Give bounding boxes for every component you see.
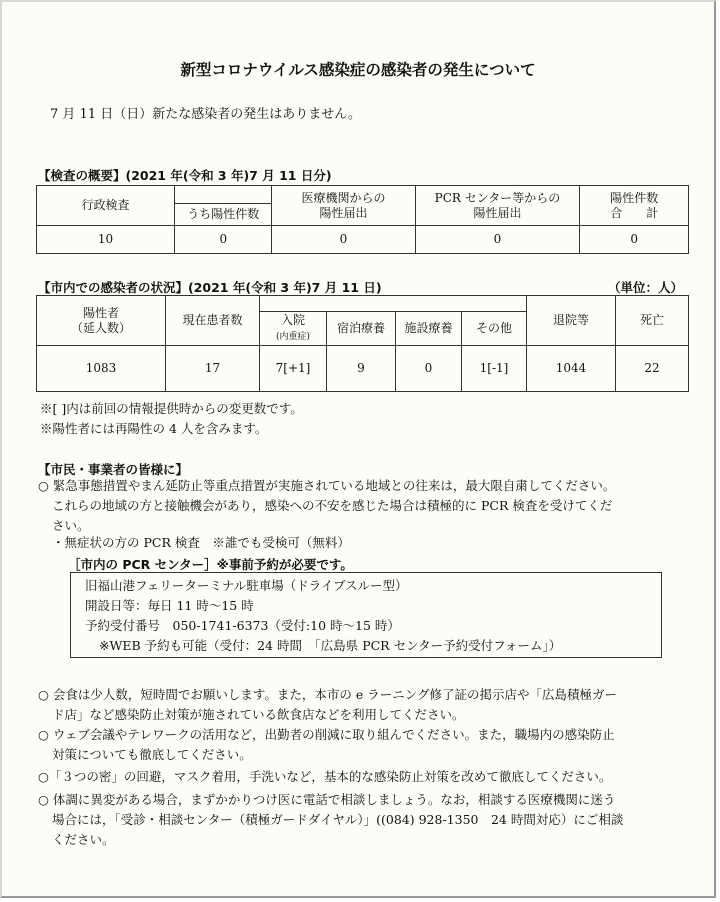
test-summary-table [36,185,689,254]
table-cell: 1083 [37,346,166,392]
paragraph-5: ○ 体調に異変がある場合，まずかかりつけ医に電話で相談しましょう。なお，相談する医療機関に迷う 場合には，「受診・相談センター（積極ガードダイヤル）」((084) 928-1350 24 時間対応）にご相談 ください。 [38,792,624,847]
table-cell: 1[-1] [462,346,527,392]
col-hotel: 宿泊療養 [327,312,396,346]
intro-text: 7 月 11 日（日）新たな感染者の発生はありません。 [50,107,361,122]
col-current: 現在患者数 [166,296,260,346]
paragraph-4: ○「３つの密」の回避，マスク着用，手洗いなど，基本的な感染防止対策を改めて徹底してください。 [38,769,612,784]
paragraph-2: ○ 会食は少人数，短時間でお願いします。また，本市の e ラーニング修了証の掲示店や「広島積極ガー ド店」など感染防止対策が施されている飲食店などを利用してください。 [38,687,617,722]
pcr-center-box [70,572,662,658]
table-cell: 0 [580,226,689,254]
box-line-3: 予約受付番号 050-1741-6373（受付:10 時～15 時） [85,618,400,633]
col-death: 死亡 [616,296,689,346]
col-pcr: PCR センター等からの 陽性届出 [415,186,580,226]
table-cell: 7[+1] [260,346,327,392]
city-status-table [36,295,689,392]
pcr-center-heading: ［市内の PCR センター］※事前予約が必要です。 [68,557,353,572]
table-cell: 0 [272,226,415,254]
page-title: 新型コロナウイルス感染症の感染者の発生について [180,60,536,79]
col-other: その他 [462,312,527,346]
col-blank [175,186,272,204]
col-discharged: 退院等 [527,296,616,346]
col-positive: 陽性者 （延人数） [37,296,166,346]
col-facility: 施設療養 [396,312,462,346]
box-line-4: ※WEB 予約も可能（受付：24 時間 「広島県 PCR センター予約受付フォーム」） [99,638,562,653]
paragraph-3: ○ ウェブ会議やテレワークの活用など，出勤者の削減に取り組んでください。また，職場内の感染防止 対策についても徹底してください。 [38,727,615,762]
box-line-2: 開設日等：毎日 11 時～15 時 [85,598,254,613]
pcr-line: ・無症状の方の PCR 検査 ※誰でも受検可（無料） [52,535,350,550]
table-cell: 1044 [527,346,616,392]
table-cell: 0 [415,226,580,254]
city-status-heading: 【市内での感染者の状況】(2021 年(令和 3 年)7 月 11 日) [38,280,382,295]
table-cell: 0 [396,346,462,392]
col-hospital: 入院 (内重症) [260,312,327,346]
col-breakdown-header [260,296,527,312]
table-cell: 22 [616,346,689,392]
test-summary-heading: 【検査の概要】(2021 年(令和 3 年)7 月 11 日分) [38,168,332,183]
citizens-heading: 【市民・事業者の皆様に】 [38,462,189,477]
box-line-1: 旧福山港フェリーターミナル駐車場（ドライブスルー型） [85,578,408,593]
note-2: ※陽性者には再陽性の 4 人を含みます。 [40,421,268,436]
col-admin-positive: うち陽性件数 [175,204,272,226]
note-1: ※[ ]内は前回の情報提供時からの変更数です。 [40,401,303,416]
col-admin: 行政検査 [37,186,175,226]
col-medical: 医療機関からの 陽性届出 [272,186,415,226]
table-cell: 0 [175,226,272,254]
unit-label: （単位：人） [608,280,684,295]
table-cell: 9 [327,346,396,392]
table-cell: 17 [166,346,260,392]
table-cell: 10 [37,226,175,254]
paragraph-1: ○ 緊急事態措置やまん延防止等重点措置が実施されている地域との往来は，最大限自粛してください。 これらの地域の方と接触機会があり，感染への不安を感じた場合は積極的に PCR 検査を受けてくだ さい。 [38,478,616,533]
col-total: 陽性件数 合 計 [580,186,689,226]
